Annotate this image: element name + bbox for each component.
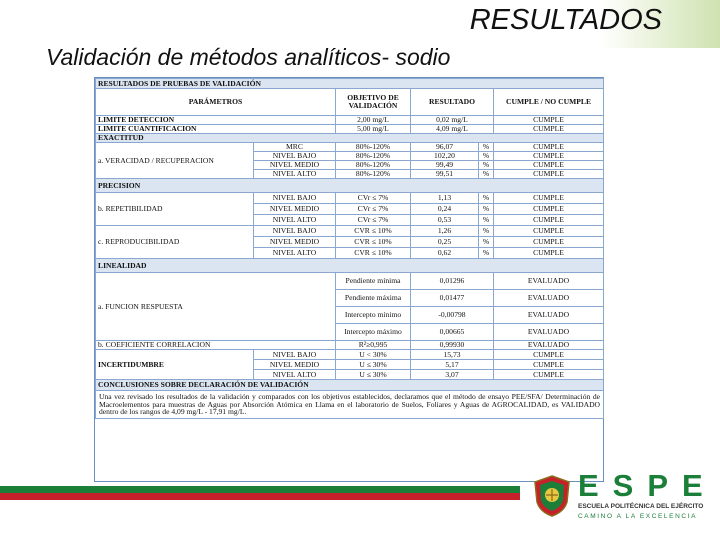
slide-subtitle: Validación de métodos analíticos- sodio [46, 44, 451, 70]
table-row-status: EVALUADO [494, 273, 604, 290]
limit-quantification-label: LIMITE CUANTIFICACION [96, 125, 336, 134]
table-row-status: CUMPLE [494, 161, 604, 170]
table-row-result: 0,01477 [411, 290, 494, 307]
table-row-status: EVALUADO [494, 324, 604, 341]
document-title: RESULTADOS DE PRUEBAS DE VALIDACIÓN [96, 79, 604, 89]
table-row-result: 3,07 [411, 370, 494, 380]
green-bar [0, 486, 520, 493]
header-parameters: PARÁMETROS [96, 89, 336, 116]
section-precision: PRECISION [96, 179, 604, 193]
espe-wordmark: ESPE [578, 468, 717, 503]
table-row-level: NIVEL BAJO [254, 193, 336, 204]
header-result: RESULTADO [411, 89, 494, 116]
table-row-level: NIVEL MEDIO [254, 204, 336, 215]
correlation-objective: R²≥0,995 [336, 341, 411, 350]
table-row-result: 99,51 [411, 170, 479, 179]
table-row-result: 0,62 [411, 248, 479, 259]
table-row-unit: % [479, 226, 494, 237]
table-row-objective: 80%-120% [336, 152, 411, 161]
table-row-unit: % [479, 248, 494, 259]
table-row-level: NIVEL ALTO [254, 170, 336, 179]
table-row-objective: Intercepto mínimo [336, 307, 411, 324]
group-reproducibilidad: c. REPRODUCIBILIDAD [96, 226, 254, 259]
incertidumbre-label: INCERTIDUMBRE [96, 350, 254, 380]
section-exactitud: EXACTITUD [96, 134, 604, 143]
table-row-status: EVALUADO [494, 307, 604, 324]
correlation-status: EVALUADO [494, 341, 604, 350]
limit-detection-label: LIMITE DETECCION [96, 116, 336, 125]
table-row-result: 0,53 [411, 215, 479, 226]
table-row-status: CUMPLE [494, 143, 604, 152]
table-row-objective: Pendiente mínima [336, 273, 411, 290]
table-row-status: CUMPLE [494, 152, 604, 161]
footer-color-bars [0, 486, 520, 500]
group-funcion-respuesta: a. FUNCION RESPUESTA [96, 273, 336, 341]
limit-quantification-status: CUMPLE [494, 125, 604, 134]
table-row-status: EVALUADO [494, 290, 604, 307]
group-repetibilidad: b. REPETIBILIDAD [96, 193, 254, 226]
header-objective: OBJETIVO DE VALIDACIÓN [336, 89, 411, 116]
table-row-status: CUMPLE [494, 215, 604, 226]
table-row-unit: % [479, 237, 494, 248]
table-row-unit: % [479, 215, 494, 226]
table-row-level: NIVEL BAJO [254, 350, 336, 360]
limit-quantification-objective: 5,00 mg/L [336, 125, 411, 134]
limit-detection-status: CUMPLE [494, 116, 604, 125]
conclusions-text: Una vez revisado los resultados de la validación y comparados con los objetivos establecidos, declaramos que el método de ensayo PEE/SFA/ Determinación de Macroelementos para muestras de Aguas por Absorción Atómica en Llama en el laboratorio de Suelos, Foliares y Aguas de AGROCALIDAD, es VALIDADO dentro de los rangos de 4,09 mg/L - 17,91 mg/L. [96, 391, 604, 419]
table-row-status: CUMPLE [494, 360, 604, 370]
table-row-result: 96,07 [411, 143, 479, 152]
table-row-objective: CVR ≤ 10% [336, 248, 411, 259]
table-row-unit: % [479, 170, 494, 179]
table-row-status: CUMPLE [494, 350, 604, 360]
table-row-level: NIVEL ALTO [254, 215, 336, 226]
correlation-label: b. COEFICIENTE CORRELACION [96, 341, 336, 350]
table-row-objective: CVr ≤ 7% [336, 204, 411, 215]
limit-quantification-result: 4,09 mg/L [411, 125, 494, 134]
table-row-status: CUMPLE [494, 370, 604, 380]
table-row-level: NIVEL MEDIO [254, 237, 336, 248]
table-row-unit: % [479, 204, 494, 215]
table-row-level: MRC [254, 143, 336, 152]
group-veracidad: a. VERACIDAD / RECUPERACION [96, 143, 254, 179]
table-row-objective: CVr ≤ 7% [336, 193, 411, 204]
table-row-objective: U < 30% [336, 350, 411, 360]
table-row-unit: % [479, 161, 494, 170]
correlation-result: 0,99930 [411, 341, 494, 350]
crest-icon [532, 474, 572, 518]
espe-logo [532, 468, 717, 532]
table-row-objective: 80%-120% [336, 161, 411, 170]
table-row-level: NIVEL BAJO [254, 152, 336, 161]
limit-detection-objective: 2,00 mg/L [336, 116, 411, 125]
table-row-result: 99,49 [411, 161, 479, 170]
table-row-objective: 80%-120% [336, 170, 411, 179]
table-row-result: 102,20 [411, 152, 479, 161]
espe-tagline: CAMINO A LA EXCELENCIA [578, 513, 698, 520]
table-row-status: CUMPLE [494, 226, 604, 237]
table-row-level: NIVEL ALTO [254, 248, 336, 259]
table-row-level: NIVEL BAJO [254, 226, 336, 237]
espe-subtitle: ESCUELA POLITÉCNICA DEL EJÉRCITO [578, 503, 704, 510]
table-row-result: -0,00798 [411, 307, 494, 324]
section-linealidad: LINEALIDAD [96, 259, 604, 273]
table-row-result: 0,25 [411, 237, 479, 248]
table-row-result: 5,17 [411, 360, 494, 370]
table-row-objective: U ≤ 30% [336, 370, 411, 380]
table-row-objective: CVr ≤ 7% [336, 215, 411, 226]
table-row-objective: U ≤ 30% [336, 360, 411, 370]
table-row-objective: Pendiente máxima [336, 290, 411, 307]
slide-title: RESULTADOS [469, 4, 662, 36]
table-row-objective: CVR ≤ 10% [336, 226, 411, 237]
table-row-result: 0,24 [411, 204, 479, 215]
table-row-unit: % [479, 143, 494, 152]
table-row-status: CUMPLE [494, 193, 604, 204]
table-row-level: NIVEL MEDIO [254, 161, 336, 170]
table-row-result: 1,13 [411, 193, 479, 204]
validation-results-document [94, 77, 604, 482]
table-row-unit: % [479, 193, 494, 204]
table-row-level: NIVEL MEDIO [254, 360, 336, 370]
table-row-objective: 80%-120% [336, 143, 411, 152]
header-complies: CUMPLE / NO CUMPLE [494, 89, 604, 116]
table-row-unit: % [479, 152, 494, 161]
table-row-result: 0,01296 [411, 273, 494, 290]
table-row-result: 0,00665 [411, 324, 494, 341]
table-row-objective: CVR ≤ 10% [336, 237, 411, 248]
table-row-status: CUMPLE [494, 204, 604, 215]
table-row-objective: Intercepto máximo [336, 324, 411, 341]
table-row-result: 15,73 [411, 350, 494, 360]
table-row-status: CUMPLE [494, 237, 604, 248]
limit-detection-result: 0,02 mg/L [411, 116, 494, 125]
section-conclusions: CONCLUSIONES SOBRE DECLARACIÓN DE VALIDACIÓN [96, 380, 604, 391]
table-row-status: CUMPLE [494, 248, 604, 259]
table-row-result: 1,26 [411, 226, 479, 237]
table-row-status: CUMPLE [494, 170, 604, 179]
red-bar [0, 493, 520, 500]
table-row-level: NIVEL ALTO [254, 370, 336, 380]
